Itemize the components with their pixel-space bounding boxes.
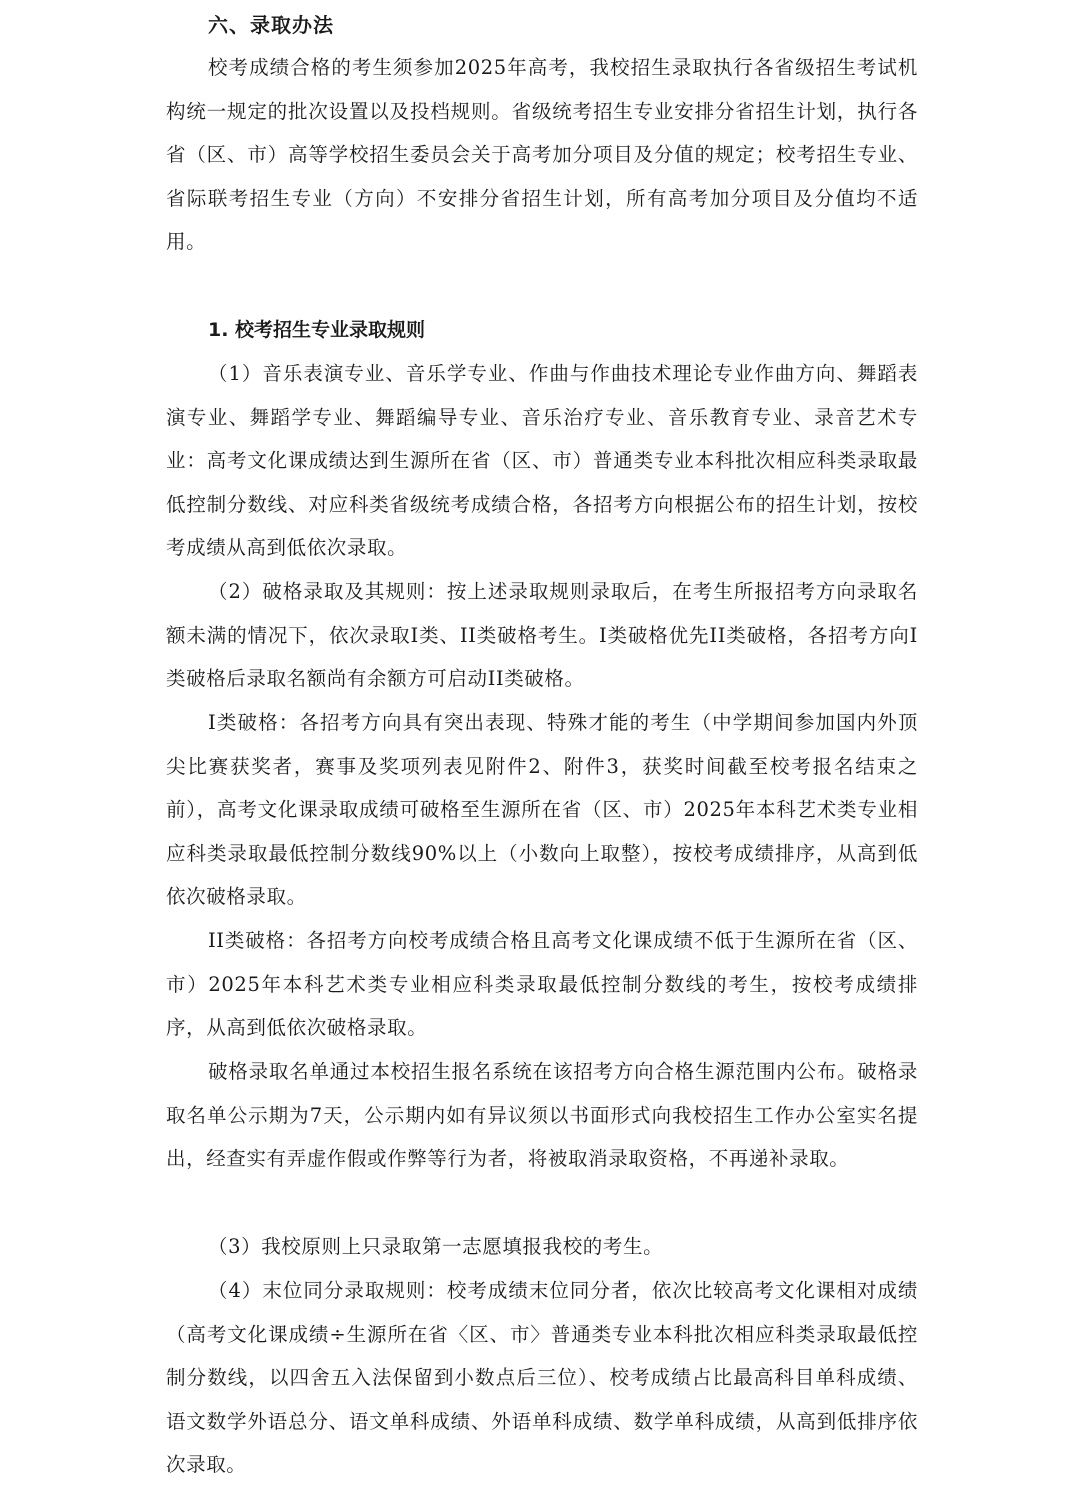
section-title: 六、录取办法 [208,13,334,37]
category2-paragraph: II类破格：各招考方向校考成绩合格且高考文化课成绩不低于生源所在省（区、市）2025年本科艺术类专业相应科类录取最低控制分数线的考生，按校考成绩排序，从高到低依次破格录取。 [166,929,918,1040]
intro-paragraph: 校考成绩合格的考生须参加2025年高考，我校招生录取执行各省级招生考试机构统一规定的批次设置以及投档规则。省级统考招生专业安排分省招生计划，执行各省（区、市）高等学校招生委员会关于高考加分项目及分值的规定；校考招生专业、省际联考招生专业（方向）不安排分省招生计划，所有高考加分项目及分值均不适用。 [166,56,918,254]
item2-paragraph: （2）破格录取及其规则：按上述录取规则录取后，在考生所报招考方向录取名额未满的情况下，依次录取Ⅰ类、II类破格考生。Ⅰ类破格优先II类破格，各招考方向Ⅰ类破格后录取名额尚有余额方可启动II类破格。 [166,580,918,691]
category1-paragraph: Ⅰ类破格：各招考方向具有突出表现、特殊才能的考生（中学期间参加国内外顶尖比赛获奖者，赛事及奖项列表见附件2、附件3，获奖时间截至校考报名结束之前），高考文化课录取成绩可破格至生源所在省（区、市）2025年本科艺术类专业相应科类录取最低控制分数线90%以上（小数向上取整），按校考成绩排序，从高到低依次破格录取。 [166,711,918,909]
item4-paragraph: （4）末位同分录取规则：校考成绩末位同分者，依次比较高考文化课相对成绩（高考文化课成绩÷生源所在省〈区、市〉普通类专业本科批次相应科类录取最低控制分数线，以四舍五入法保留到小数点后三位）、校考成绩占比最高科目单科成绩、语文数学外语总分、语文单科成绩、外语单科成绩、数学单科成绩，从高到低排序依次录取。 [166,1279,918,1477]
document-page [166,4,918,1487]
item3-paragraph: （3）我校原则上只录取第一志愿填报我校的考生。 [208,1235,664,1258]
rule1-title: 1. 校考招生专业录取规则 [208,319,426,341]
item1-paragraph: （1）音乐表演专业、音乐学专业、作曲与作曲技术理论专业作曲方向、舞蹈表演专业、舞蹈学专业、舞蹈编导专业、音乐治疗专业、音乐教育专业、录音艺术专业：高考文化课成绩达到生源所在省（区、市）普通类专业本科批次相应科类录取最低控制分数线、对应科类省级统考成绩合格，各招考方向根据公布的招生计划，按校考成绩从高到低依次录取。 [166,362,918,560]
publish-paragraph: 破格录取名单通过本校招生报名系统在该招考方向合格生源范围内公布。破格录取名单公示期为7天，公示期内如有异议须以书面形式向我校招生工作办公室实名提出，经查实有弄虚作假或作弊等行为者，将被取消录取资格，不再递补录取。 [166,1060,918,1171]
